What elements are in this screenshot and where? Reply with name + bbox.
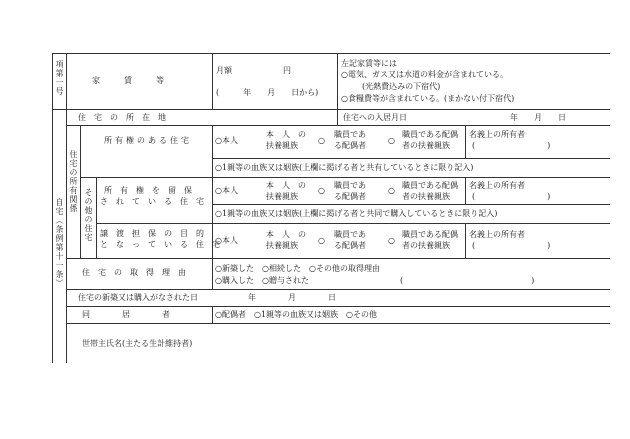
rent-monthly-label: 月額 (216, 66, 232, 75)
owned-opt-spouse-1[interactable]: 職員であ (334, 130, 366, 139)
owned-label: 所有権のある住宅 (104, 136, 192, 145)
reserved-nominal-2[interactable]: ( ) (472, 192, 551, 201)
ownership-group-label: 住宅の所有関係 (69, 150, 78, 213)
reserved-opt-spouse-circle[interactable]: ○ (318, 186, 325, 195)
reserved-nominal-1: 名義上の所有者 (469, 181, 525, 190)
rent-note-1b: (光熱費込みの下宿代) (362, 82, 441, 91)
nominal-divider-2 (465, 177, 466, 204)
transfer-opt-self[interactable]: ○本人 (215, 236, 238, 245)
rent-yen: 円 (283, 66, 291, 75)
transfer-opt-dep-2[interactable]: 扶養親族 (266, 241, 298, 250)
transfer-opt-sdep-1[interactable]: 職員である配偶 (402, 230, 458, 239)
location-divider (337, 109, 338, 125)
transfer-opt-spouse-1[interactable]: 職員であ (334, 230, 366, 239)
transfer-label-1: 譲 渡 担 保 の 目 的 (100, 229, 204, 238)
rent-note-1: ○電気、ガス又は水道の料金が含まれている。 (341, 70, 508, 79)
acquisition-divider (212, 258, 213, 289)
owned-note[interactable]: ○1親等の血族又は姻族(上欄に掲げる者と共有しているときに限り記入) (215, 163, 474, 172)
other-house-group-label: その他の住宅 (84, 188, 93, 242)
reserved-label-1: 所 有 権 を 留 保 (104, 186, 192, 195)
side-label-self-owned: 自宅（条例第十一条） (55, 198, 64, 288)
owned-opt-sdep-2[interactable]: 者の扶養親族 (402, 141, 450, 150)
owned-opt-sdep-1[interactable]: 職員である配偶 (402, 130, 458, 139)
transfer-opt-spouse-circle[interactable]: ○ (318, 236, 325, 245)
acquisition-line-1[interactable]: ○新築した ○相続した ○その他の取得理由 (215, 264, 380, 273)
cohabitant-options[interactable]: ○配偶者 ○1親等の血族又は姻族 ○その他 (215, 310, 378, 319)
reserved-opt-spouse-1[interactable]: 職員であ (334, 181, 366, 190)
reserved-opt-self[interactable]: ○本人 (215, 186, 238, 195)
reserved-opt-dep-1[interactable]: 本 人 の (266, 181, 306, 190)
acquisition-line-2[interactable]: ○購入した ○贈与された (215, 276, 309, 285)
transfer-opt-sdep-circle[interactable]: ○ (388, 236, 395, 245)
householder-label: 世帯主氏名(主たる生計維持者) (82, 339, 193, 348)
owned-nominal-1: 名義上の所有者 (469, 130, 525, 139)
rent-bottom (52, 109, 610, 110)
reserved-opt-spouse-2[interactable]: る配偶者 (334, 192, 366, 201)
other-house-left (96, 177, 97, 258)
cohabitant-divider (212, 306, 213, 323)
reserved-note[interactable]: ○1親等の血族又は姻族(上欄に掲げる者と共同で購入しているときに限り記入) (215, 209, 498, 218)
rent-divider-1 (212, 53, 213, 109)
rent-period: ( 年 月 日から) (216, 88, 319, 97)
acquisition-paren[interactable]: ( ) (400, 276, 535, 285)
side-col-divider (66, 53, 67, 363)
rent-note-2: ○食糧費等が含まれている。(まかない付下宿代) (341, 94, 515, 103)
cohabitant-label: 同 居 者 (82, 310, 170, 319)
owned-bottom (80, 177, 610, 178)
reserved-opt-sdep-1[interactable]: 職員である配偶 (402, 181, 458, 190)
owned-opt-dep-1[interactable]: 本 人 の (266, 130, 306, 139)
rent-divider-2 (337, 53, 338, 109)
transfer-nominal-2[interactable]: ( ) (472, 241, 551, 250)
transfer-label-2: と な っ て い る 住 宅 (100, 240, 220, 249)
movein-date: 年 月 日 (510, 113, 566, 122)
owned-opt-dep-2[interactable]: 扶養親族 (266, 141, 298, 150)
ownership-bottom (66, 258, 610, 259)
owned-opt-sdep-circle[interactable]: ○ (388, 136, 395, 145)
nominal-divider-3 (465, 223, 466, 258)
top-border (52, 53, 610, 54)
owned-opt-spouse-circle[interactable]: ○ (318, 136, 325, 145)
nominal-divider (465, 125, 466, 158)
outer-left-border (52, 53, 53, 363)
purchase-bottom (66, 306, 610, 307)
acquisition-bottom (66, 289, 610, 290)
cohabitant-bottom (66, 323, 610, 324)
transfer-opt-sdep-2[interactable]: 者の扶養親族 (402, 241, 450, 250)
location-bottom (66, 125, 610, 126)
reserved-label-2: さ れ て い る 住 宅 (100, 197, 204, 206)
ownership-label-col (212, 125, 213, 258)
owned-sub-row (212, 158, 610, 159)
ownership-left (80, 125, 81, 258)
transfer-nominal-1: 名義上の所有者 (469, 230, 525, 239)
owned-opt-self[interactable]: ○本人 (215, 136, 238, 145)
reserved-opt-sdep-2[interactable]: 者の扶養親族 (402, 192, 450, 201)
owned-opt-spouse-2[interactable]: る配偶者 (334, 141, 366, 150)
purchase-label: 住宅の新築又は購入がなされた日 (78, 293, 198, 302)
reserved-opt-sdep-circle[interactable]: ○ (388, 186, 395, 195)
transfer-opt-spouse-2[interactable]: る配偶者 (334, 241, 366, 250)
transfer-opt-dep-1[interactable]: 本 人 の (266, 230, 306, 239)
reserved-bottom (96, 223, 610, 224)
movein-label: 住宅への入居月日 (343, 113, 407, 122)
location-label: 住 宅 の 所 在 地 (78, 113, 166, 122)
purchase-date[interactable]: 年 月 日 (248, 293, 336, 302)
side-label-item: 項第一号 (55, 60, 64, 96)
acquisition-label: 住 宅 の 取 得 理 由 (82, 268, 186, 277)
reserved-opt-dep-2[interactable]: 扶養親族 (266, 192, 298, 201)
reserved-sub-row (212, 204, 610, 205)
owned-nominal-2[interactable]: ( ) (472, 141, 551, 150)
rent-label: 家 賃 等 (92, 76, 164, 85)
rent-note-title: 左記家賃等には (341, 59, 397, 68)
